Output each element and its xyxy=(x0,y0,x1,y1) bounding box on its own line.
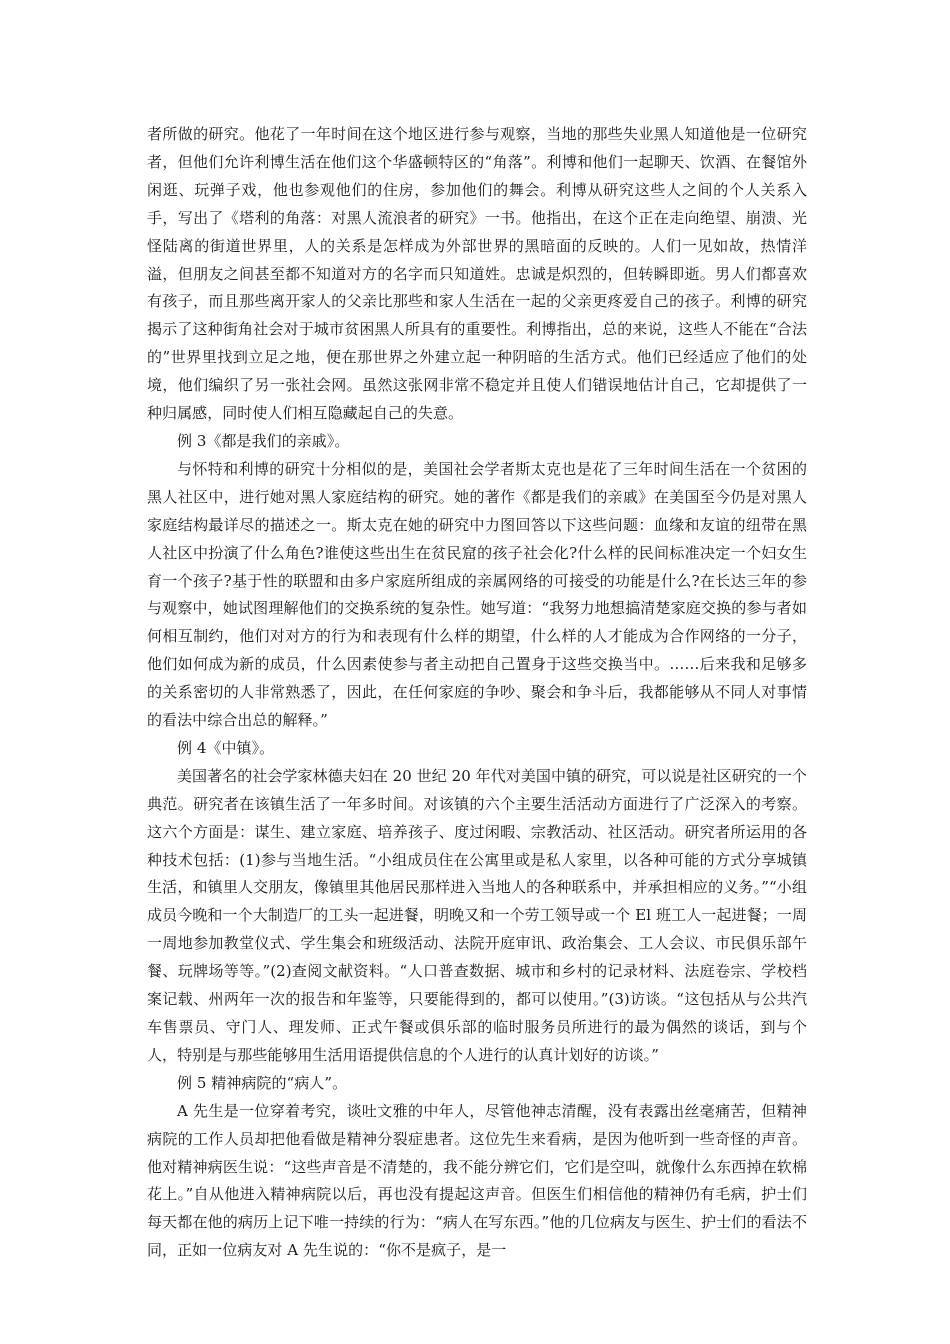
body-paragraph: 者所做的研究。他花了一年时间在这个地区进行参与观察，当地的那些失业黑人知道他是一位研究者，但他们允许利博生活在他们这个华盛顿特区的“角落”。利博和他们一起聊天、饮酒、在餐馆外闲逛、玩弹子戏，他也参观他们的住房，参加他们的舞会。利博从研究这些人之间的个人关系入手，写出了《塔利的角落：对黑人流浪者的研究》一书。他指出，在这个正在走向绝望、崩溃、光怪陆离的街道世界里，人的关系是怎样成为外部世界的黑暗面的反映的。人们一见如故，热情洋溢，但朋友之间甚至都不知道对方的名字而只知道姓。忠诚是炽烈的，但转瞬即逝。男人们都喜欢有孩子，而且那些离开家人的父亲比那些和家人生活在一起的父亲更疼爱自己的孩子。利博的研究揭示了这种街角社会对于城市贫困黑人所具有的重要性。利博指出，总的来说，这些人不能在“合法的”世界里找到立足之地，便在那世界之外建立起一种阴暗的生活方式。他们已经适应了他们的处境，他们编织了另一张社会网。虽然这张网非常不稳定并且使人们错误地估计自己，它却提供了一 种归属感，同时使人们相互隐藏起自己的失意。 xyxy=(147,125,823,423)
example-heading: 例 4《中镇》。 xyxy=(177,738,275,757)
document-page xyxy=(147,121,823,1265)
body-paragraph: A 先生是一位穿着考究，谈吐文雅的中年人，尽管他神志清醒，没有表露出丝毫痛苦，但精神病院的工作人员却把他看做是精神分裂症患者。这位先生来看病，是因为他听到一些奇怪的声音。他对精神病医生说：“这些声音是不清楚的，我不能分辨它们，它们是空叫，就像什么东西掉在软棉花上。”自从他进入精神病院以后，再也没有提起这声音。但医生们相信他的精神仍有毛病，护士们每天都在他的病历上记下唯一持续的行为：“病人在写东西。”他的几位病友与医生、护士们的看法不同，正如一位病友对 A 先生说的：“你不是疯子，是一 xyxy=(147,1101,807,1260)
body-paragraph: 与怀特和利博的研究十分相似的是，美国社会学者斯太克也是花了三年时间生活在一个贫困的黑人社区中，进行她对黑人家庭结构的研究。她的著作《都是我们的亲戚》在美国至今仍是对黑人家庭结构最详尽的描述之一。斯太克在她的研究中力图回答以下这些问题：血缘和友谊的纽带在黑人社区中扮演了什么角色?谁使这些出生在贫民窟的孩子社会化?什么样的民间标准决定一个妇女生育一个孩子?基于性的联盟和由多户家庭所组成的亲属网络的可接受的功能是什么?在长达三年的参与观察中，她试图理解他们的交换系统的复杂性。她写道：“我努力地想搞清楚家庭交换的参与者如何相互制约，他们对对方的行为和表现有什么样的期望，什么样的人才能成为合作网络的一分子，他们如何成为新的成员，什么因素使参与者主动把自己置身于这些交换当中。……后来我和足够多的关系密切的人非常熟悉了，因此，在任何家庭的争吵、聚会和争斗后，我都能够从不同人对事情的看法中综合出总的解释。” xyxy=(147,459,807,730)
example-heading: 例 3《都是我们的亲戚》。 xyxy=(177,431,350,450)
body-paragraph: 美国著名的社会学家林德夫妇在 20 世纪 20 年代对美国中镇的研究，可以说是社区研究的一个典范。研究者在该镇生活了一年多时间。对该镇的六个主要生活活动方面进行了广泛深入的考察。这六个方面是：谋生、建立家庭、培养孩子、度过闲暇、宗教活动、社区活动。研究者所运用的各种技术包括：(1)参与当地生活。“小组成员住在公寓里或是私人家里，以各种可能的方式分享城镇生活，和镇里人交朋友，像镇里其他居民那样进入当地人的各种联系中，并承担相应的义务。”“小组成员今晚和一个大制造厂的工头一起进餐，明晚又和一个劳工领导或一个 El 班工人一起进餐；一周一周地参加教堂仪式、学生集会和班级活动、法院开庭审讯、政治集会、工人会议、市民俱乐部午餐、玩牌场等等。”(2)查阅文献资料。“人口普查数据、城市和乡村的记录材料、法庭卷宗、学校档案记载、州两年一次的报告和年鉴等，只要能得到的，都可以使用。”(3)访谈。“这包括从与公共汽车售票员、守门人、理发师、正式午餐或俱乐部的临时服务员所进行的最为偶然的谈话，到与个人，特别是与那些能够用生活用语提供信息的个人进行的认真计划好的访谈。” xyxy=(147,766,807,1064)
example-heading: 例 5 精神病院的“病人”。 xyxy=(177,1073,348,1092)
